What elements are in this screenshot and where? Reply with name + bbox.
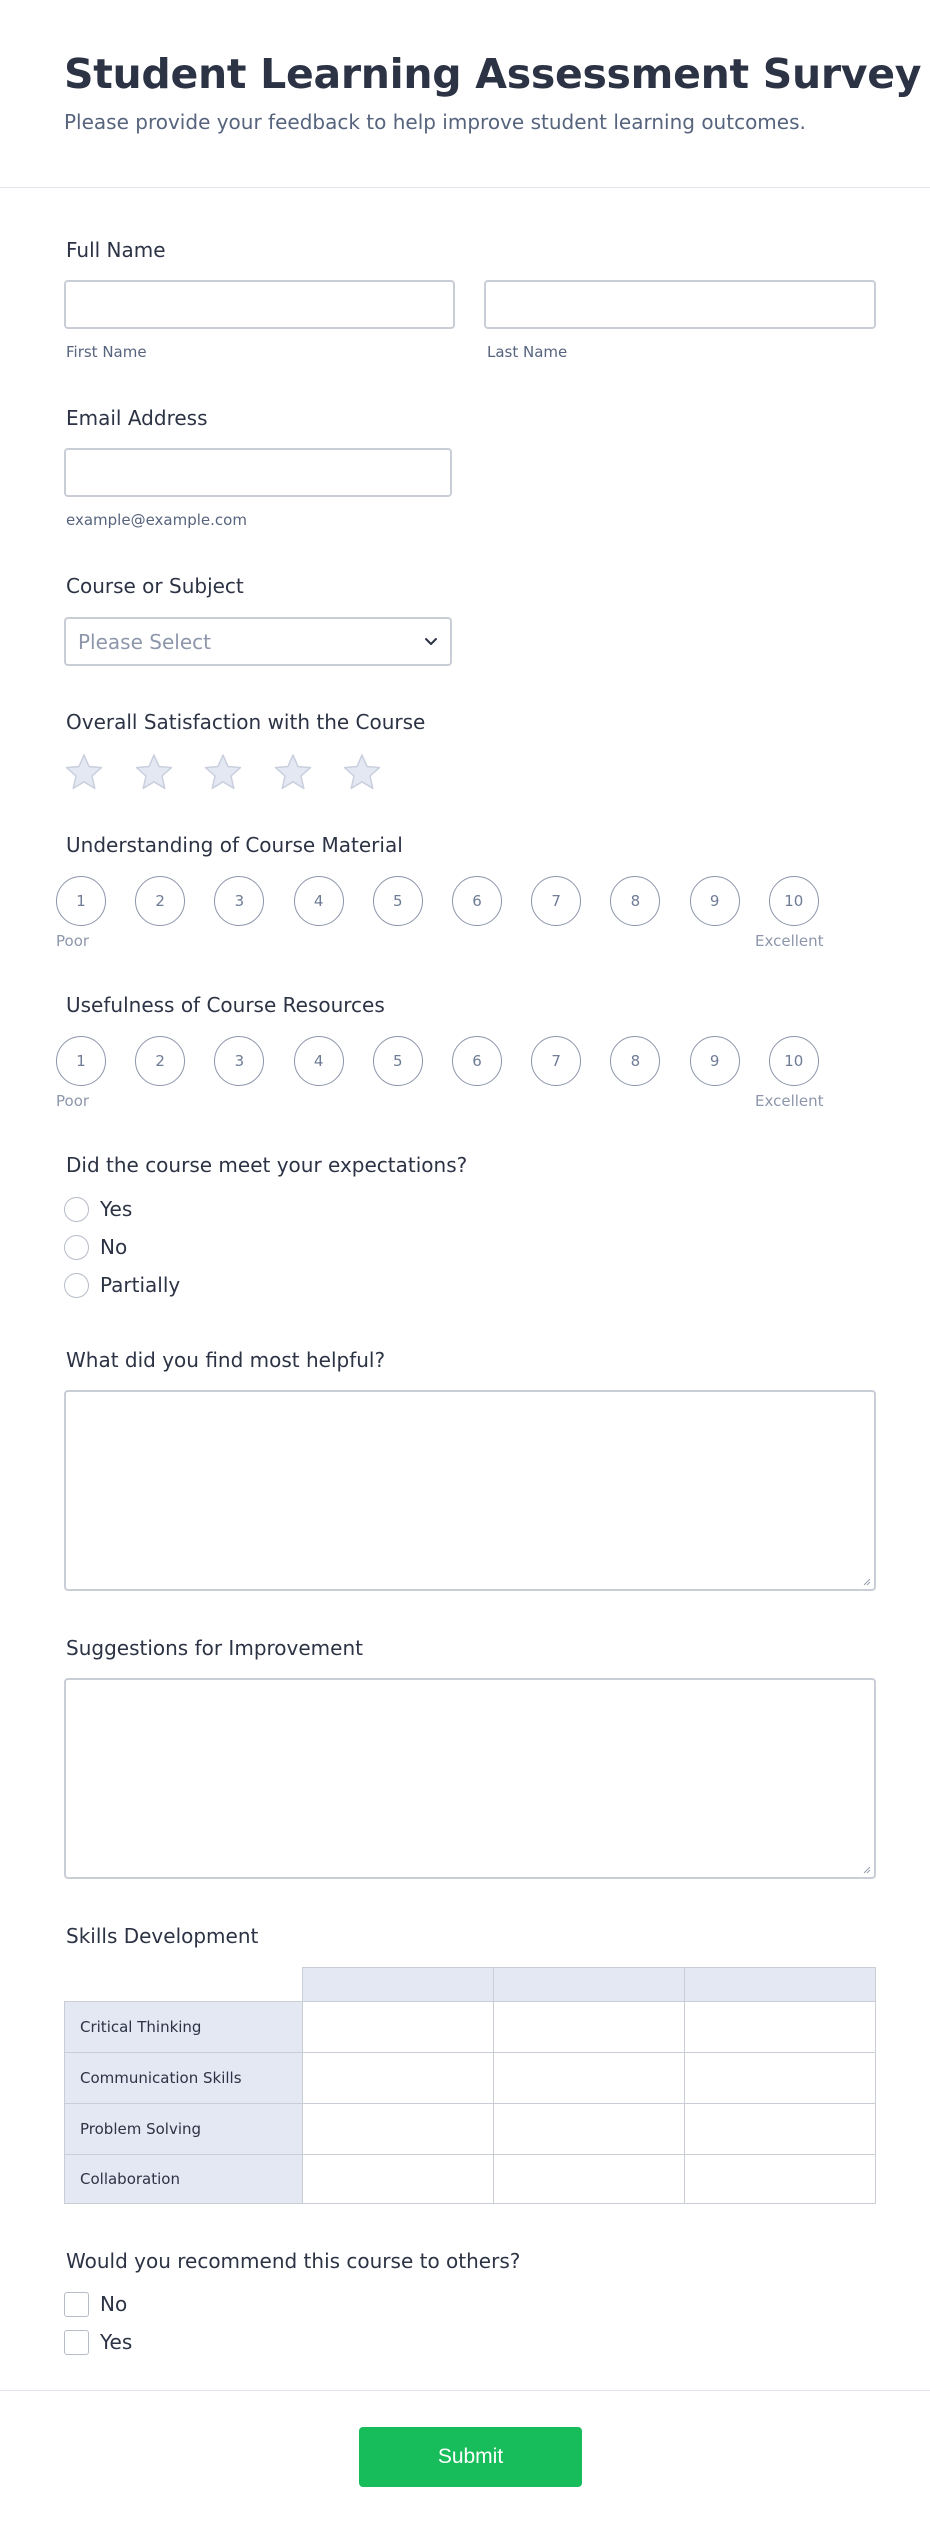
last-name-sublabel: Last Name (487, 343, 568, 361)
helpful-textarea[interactable] (64, 1390, 876, 1591)
understanding-option-6[interactable]: 6 (452, 876, 502, 926)
understanding-option-2[interactable]: 2 (135, 876, 185, 926)
understanding-option-4[interactable]: 4 (294, 876, 344, 926)
matrix-row-label-problem-solving: Problem Solving (64, 2103, 303, 2155)
email-input[interactable] (64, 448, 452, 497)
matrix-row-label-critical-thinking: Critical Thinking (64, 2001, 303, 2053)
skills-matrix (64, 1967, 876, 2204)
star-icon[interactable] (273, 752, 313, 792)
page-subtitle: Please provide your feedback to help improve student learning outcomes. (64, 110, 806, 134)
usefulness-option-6[interactable]: 6 (452, 1036, 502, 1086)
resize-grip-icon[interactable] (861, 1576, 871, 1586)
first-name-sublabel: First Name (66, 343, 147, 361)
star-icon[interactable] (64, 752, 104, 792)
understanding-option-7[interactable]: 7 (531, 876, 581, 926)
matrix-column-header (302, 1967, 494, 2002)
matrix-cell[interactable] (302, 2154, 494, 2204)
understanding-low-label: Poor (56, 932, 90, 950)
expectations-radio-no[interactable] (64, 1235, 89, 1260)
matrix-cell[interactable] (302, 2052, 494, 2104)
matrix-row-label-collaboration: Collaboration (64, 2154, 303, 2204)
expectations-option-label: Partially (100, 1273, 181, 1297)
expectations-label: Did the course meet your expectations? (66, 1153, 468, 1177)
usefulness-option-10[interactable]: 10 (769, 1036, 819, 1086)
usefulness-high-label: Excellent (755, 1092, 824, 1110)
recommend-checkbox-no[interactable] (64, 2292, 89, 2317)
first-name-input[interactable] (64, 280, 455, 329)
submit-button[interactable]: Submit (359, 2427, 582, 2487)
footer-divider (0, 2390, 930, 2391)
matrix-cell[interactable] (302, 2001, 494, 2053)
skills-label: Skills Development (66, 1924, 259, 1948)
recommend-option-label: No (100, 2292, 128, 2316)
satisfaction-label: Overall Satisfaction with the Course (66, 710, 426, 734)
star-icon[interactable] (203, 752, 243, 792)
understanding-option-10[interactable]: 10 (769, 876, 819, 926)
course-select[interactable] (64, 617, 452, 666)
expectations-radio-partially[interactable] (64, 1273, 89, 1298)
understanding-option-3[interactable]: 3 (214, 876, 264, 926)
matrix-column-header (493, 1967, 685, 2002)
form-header (0, 0, 930, 188)
usefulness-option-7[interactable]: 7 (531, 1036, 581, 1086)
suggestions-textarea[interactable] (64, 1678, 876, 1879)
matrix-cell[interactable] (493, 2154, 685, 2204)
usefulness-option-4[interactable]: 4 (294, 1036, 344, 1086)
helpful-label: What did you find most helpful? (66, 1348, 386, 1372)
email-sublabel: example@example.com (66, 511, 247, 529)
chevron-down-icon (422, 632, 440, 650)
matrix-cell[interactable] (684, 2103, 876, 2155)
matrix-cell[interactable] (302, 2103, 494, 2155)
matrix-column-header (684, 1967, 876, 2002)
usefulness-option-3[interactable]: 3 (214, 1036, 264, 1086)
matrix-row-label-communication-skills: Communication Skills (64, 2052, 303, 2104)
usefulness-label: Usefulness of Course Resources (66, 993, 385, 1017)
suggestions-label: Suggestions for Improvement (66, 1636, 363, 1660)
matrix-cell[interactable] (493, 2001, 685, 2053)
expectations-option-label: No (100, 1235, 128, 1259)
matrix-cell[interactable] (684, 2154, 876, 2204)
full-name-label: Full Name (66, 238, 166, 262)
usefulness-option-2[interactable]: 2 (135, 1036, 185, 1086)
recommend-option-label: Yes (100, 2330, 133, 2354)
matrix-cell[interactable] (493, 2052, 685, 2104)
understanding-label: Understanding of Course Material (66, 833, 403, 857)
understanding-high-label: Excellent (755, 932, 824, 950)
usefulness-option-9[interactable]: 9 (690, 1036, 740, 1086)
star-icon[interactable] (134, 752, 174, 792)
recommend-checkbox-yes[interactable] (64, 2330, 89, 2355)
resize-grip-icon[interactable] (861, 1864, 871, 1874)
expectations-option-label: Yes (100, 1197, 133, 1221)
last-name-input[interactable] (484, 280, 876, 329)
usefulness-low-label: Poor (56, 1092, 90, 1110)
understanding-option-5[interactable]: 5 (373, 876, 423, 926)
understanding-option-1[interactable]: 1 (56, 876, 106, 926)
email-label: Email Address (66, 406, 208, 430)
page-title: Student Learning Assessment Survey (64, 50, 922, 98)
usefulness-option-8[interactable]: 8 (610, 1036, 660, 1086)
usefulness-option-1[interactable]: 1 (56, 1036, 106, 1086)
understanding-option-9[interactable]: 9 (690, 876, 740, 926)
course-label: Course or Subject (66, 574, 244, 598)
course-select-placeholder: Please Select (78, 630, 211, 654)
star-icon[interactable] (342, 752, 382, 792)
matrix-cell[interactable] (684, 2001, 876, 2053)
matrix-cell[interactable] (684, 2052, 876, 2104)
understanding-option-8[interactable]: 8 (610, 876, 660, 926)
matrix-cell[interactable] (493, 2103, 685, 2155)
usefulness-option-5[interactable]: 5 (373, 1036, 423, 1086)
expectations-radio-yes[interactable] (64, 1197, 89, 1222)
recommend-label: Would you recommend this course to others? (66, 2249, 521, 2273)
